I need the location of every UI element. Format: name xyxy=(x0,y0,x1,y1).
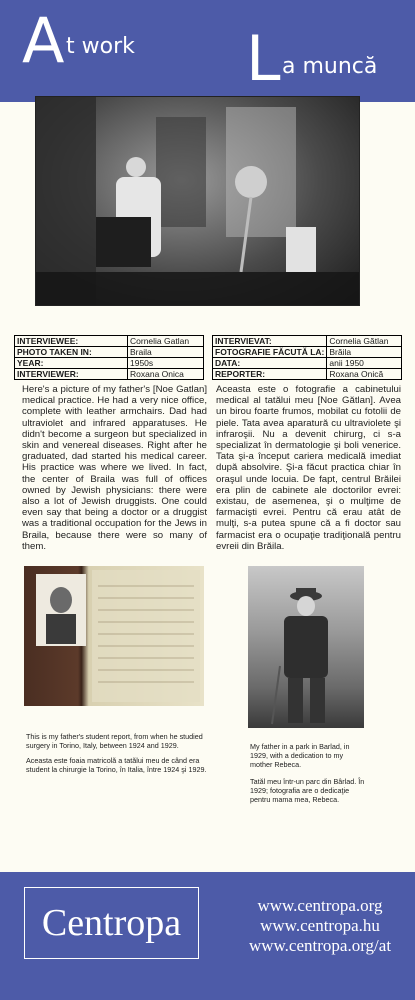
info-value: Braila xyxy=(128,347,204,358)
park-portrait-illustration xyxy=(248,566,364,728)
info-key: INTERVIEVAT: xyxy=(213,336,327,347)
student-report-illustration xyxy=(24,566,204,706)
url-centropa-org[interactable]: www.centropa.org xyxy=(257,896,383,915)
title-en-initial: A xyxy=(22,4,65,77)
info-table-en xyxy=(14,335,204,380)
info-key: PHOTO TAKEN IN: xyxy=(15,347,128,358)
caption-report-ro: Aceasta este foaia matricolă a tatălui meu de când era student la chirurgie la Torino, în Italia, între 1924 şi 1929. xyxy=(26,756,207,774)
info-value: Roxana Onica xyxy=(128,369,204,380)
info-value: anii 1950 xyxy=(327,358,402,369)
url-centropa-hu[interactable]: www.centropa.hu xyxy=(260,916,380,935)
caption-report-en: This is my father's student report, from when he studied surgery in Torino, Italy, between 1924 and 1929. xyxy=(26,732,203,750)
caption-park-en: My father in a park in Barlad, in 1929, with a dedication to my mother Rebeca. xyxy=(250,742,350,769)
info-value: Cornelia Gatlan xyxy=(128,336,204,347)
story-text-ro: Aceasta este o fotografie a cabinetului medical al tatălui meu [Noe Gătlan]. Avea un birou foarte frumos, mobilat cu fotolii de piele. Tata avea aparatură cu ultraviolete şi infraroşii. Nu a devenit chirurg, ci s-a specializat în dermatologie şi boli venerice. Tata şi-a început cariera medicală imediat după absolvire. Şi-a făcut practica chiar în oraşul unde locuia. De fapt, centrul Brăilei era plin de cabinete ale doctorilor evrei: existau, de asemenea, şi o mulţime de farmacişti evrei. Pentru că erau atât de mulţi, s-a putea spune că a fi doctor sau farmacist era o ocupaţie tradiţională pentru evreii din Brăila. xyxy=(216,384,401,552)
info-key: REPORTER: xyxy=(213,369,327,380)
title-en-rest: t work xyxy=(66,34,135,59)
park-portrait-photo xyxy=(248,566,364,728)
student-report-photo xyxy=(24,566,204,706)
info-value: Brăila xyxy=(327,347,402,358)
title-ro-rest: a muncă xyxy=(282,54,378,79)
info-key: YEAR: xyxy=(15,358,128,369)
story-text-en: Here's a picture of my father's [Noe Gatlan] medical practice. He had a very nice office, complete with leather armchairs. Dad had ultraviolet and infrared apparatuses. He didn't become a surgeon but specialized in skin and venereal diseases. Right after he graduated, dad started his medical career. His practice was where we lived. In fact, the center of Braila was full of offices owned by Jewish physicians: there were also a lot of Jewish druggists. One could even say that being a doctor or a druggist was a traditional occupation for the Jews in Braila, because there were so many of them. xyxy=(22,384,207,552)
medical-practice-photo xyxy=(35,96,360,306)
caption-park-ro: Tatăl meu într-un parc din Bârlad. În 1929; fotografia are o dedicaţie pentru mama mea, Rebeca. xyxy=(250,777,365,804)
info-value: 1950s xyxy=(128,358,204,369)
info-value: Roxana Onică xyxy=(327,369,402,380)
url-centropa-at[interactable]: www.centropa.org/at xyxy=(248,936,392,955)
info-key: INTERVIEWER: xyxy=(15,369,128,380)
info-table-ro xyxy=(212,335,402,380)
medical-practice-illustration xyxy=(36,97,360,306)
centropa-logo: Centropa xyxy=(24,887,199,959)
info-key: FOTOGRAFIE FĂCUTĂ LA: xyxy=(213,347,327,358)
info-key: DATA: xyxy=(213,358,327,369)
info-value: Cornelia Gătlan xyxy=(327,336,402,347)
title-ro-initial: L xyxy=(246,22,281,95)
info-key: INTERVIEWEE: xyxy=(15,336,128,347)
